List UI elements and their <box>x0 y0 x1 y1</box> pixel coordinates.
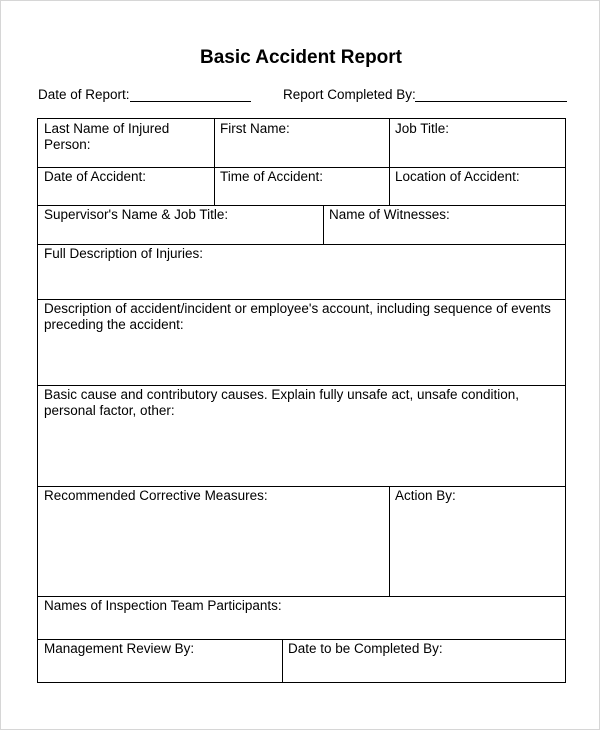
inspection-team-cell[interactable] <box>38 596 565 639</box>
location-of-accident-cell[interactable] <box>389 167 565 205</box>
inspection-team-label: Names of Inspection Team Participants: <box>44 598 282 613</box>
injuries-cell[interactable] <box>38 244 565 299</box>
action-by-cell[interactable] <box>389 486 565 596</box>
date-of-report-label: Date of Report: <box>38 87 130 102</box>
accident-form-table <box>37 118 566 683</box>
last-name-label: Last Name of Injured Person: <box>44 121 170 152</box>
date-of-accident-label: Date of Accident: <box>44 169 147 184</box>
management-review-label: Management Review By: <box>44 641 195 656</box>
date-to-complete-label: Date to be Completed By: <box>288 641 443 656</box>
supervisor-cell[interactable] <box>38 205 323 244</box>
report-completed-by-field[interactable] <box>415 101 567 102</box>
corrective-measures-label: Recommended Corrective Measures: <box>44 488 268 503</box>
date-of-accident-cell[interactable] <box>38 167 214 205</box>
first-name-label: First Name: <box>220 121 290 136</box>
management-review-cell[interactable] <box>38 639 282 682</box>
corrective-measures-cell[interactable] <box>38 486 389 596</box>
action-by-label: Action By: <box>395 488 456 503</box>
report-title: Basic Accident Report <box>199 47 402 68</box>
accident-description-cell[interactable] <box>38 299 565 385</box>
injuries-label: Full Description of Injuries: <box>44 246 204 261</box>
report-completed-by-label: Report Completed By: <box>283 87 416 102</box>
first-name-cell[interactable] <box>214 119 389 167</box>
time-of-accident-label: Time of Accident: <box>220 169 324 184</box>
date-to-complete-cell[interactable] <box>282 639 565 682</box>
basic-cause-cell[interactable] <box>38 385 565 486</box>
job-title-cell[interactable] <box>389 119 565 167</box>
basic-cause-label: Basic cause and contributory causes. Explain fully unsafe act, unsafe condition, personal factor, other: <box>44 387 520 418</box>
date-of-report-field[interactable] <box>130 101 251 102</box>
witnesses-cell[interactable] <box>323 205 565 244</box>
time-of-accident-cell[interactable] <box>214 167 389 205</box>
last-name-cell[interactable] <box>38 119 214 167</box>
job-title-label: Job Title: <box>395 121 450 136</box>
witnesses-label: Name of Witnesses: <box>329 207 450 222</box>
supervisor-label: Supervisor's Name & Job Title: <box>44 207 229 222</box>
location-of-accident-label: Location of Accident: <box>395 169 520 184</box>
accident-description-label: Description of accident/incident or employee's account, including sequence of events preceding the accident: <box>44 301 551 332</box>
